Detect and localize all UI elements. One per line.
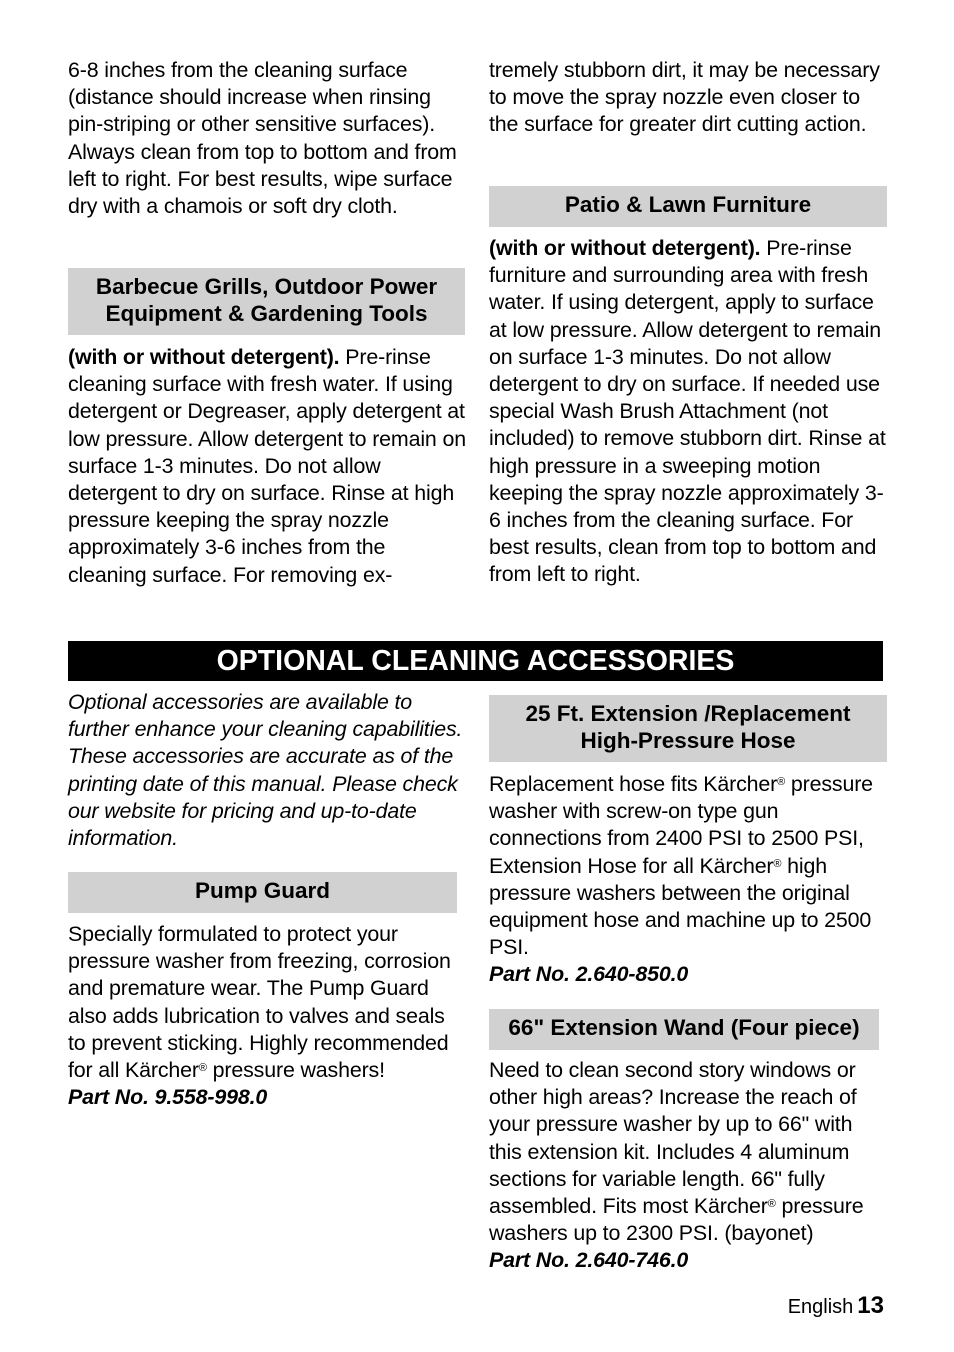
bbq-heading	[68, 268, 465, 335]
intro-paragraph	[68, 689, 466, 852]
pump-guard-paragraph	[68, 921, 466, 1111]
registered-mark: ®	[777, 776, 786, 788]
hose-heading-line1: 25 Ft. Extension /Replacement	[525, 701, 851, 726]
page-number: 13	[857, 1292, 884, 1319]
pump-guard-part-number: Part No. 9.558-998.0	[68, 1085, 268, 1110]
hose-body-b: pressure washer with screw-on type gun connections from 2400 PSI to 2500 PSI, Extension Hose for all Kärcher	[489, 772, 873, 878]
top-left-text: 6-8 inches from the cleaning surface (distance should increase when rinsing pin-striping or other sensitive surfaces). Always clean from top to bottom and from left to right. For best results, wipe surface dry with a chamois or soft dry cloth.	[68, 58, 457, 219]
hose-body-a: Replacement hose fits Kärcher	[489, 772, 778, 796]
hose-part-number: Part No. 2.640-850.0	[489, 962, 689, 987]
patio-heading-text: Patio & Lawn Furniture	[564, 192, 812, 217]
wand-body-a: Need to clean second story windows or other high areas? Increase the reach of your pressure washer by up to 66" with this extension kit. Includes 4 aluminum sections for variable length. 66" fully assembled. Fits most Kärcher	[489, 1058, 857, 1219]
wand-body-b: pressure washers up to 2300 PSI. (bayonet)	[489, 1194, 864, 1246]
wand-part-number: Part No. 2.640-746.0	[489, 1248, 689, 1273]
patio-body: Pre-rinse furniture and surrounding area with fresh water. If using detergent, apply to surface at low pressure. Allow detergent to remain on surface 1-3 minutes. Do not allow detergent to dry on surface. If needed use special Wash Brush Attachment (not included) to remove stubborn dirt. Rinse at high pressure in a sweeping motion keeping the spray nozzle approximately 3-6 inches from the cleaning surface. For best results, clean from top to bottom and from left to right.	[489, 236, 886, 587]
top-right-paragraph	[489, 57, 887, 139]
patio-heading	[489, 186, 887, 227]
patio-lead: (with or without detergent).	[489, 236, 761, 260]
section-title: OPTIONAL CLEANING ACCESSORIES	[68, 641, 883, 681]
page-footer	[788, 1292, 884, 1320]
top-right-text: tremely stubborn dirt, it may be necessary to move the spray nozzle even closer to the surface for greater dirt cutting action.	[489, 58, 880, 137]
hose-paragraph	[489, 771, 887, 989]
registered-mark: ®	[767, 1198, 776, 1211]
pump-guard-heading	[68, 872, 457, 913]
wand-paragraph	[489, 1057, 887, 1275]
wand-heading-text: 66" Extension Wand (Four piece)	[508, 1015, 860, 1040]
hose-heading	[489, 695, 887, 762]
wand-heading	[489, 1009, 879, 1050]
pump-guard-body-a: Specially formulated to protect your pressure washer from freezing, corrosion and premature wear. The Pump Guard also adds lubrication to valves and seals to prevent sticking. Highly recommended for all Kärcher	[68, 922, 451, 1083]
registered-mark: ®	[773, 857, 782, 870]
footer-language: English	[787, 1296, 854, 1318]
bbq-body: Pre-rinse cleaning surface with fresh water. If using detergent or Degreaser, apply detergent at low pressure. Allow detergent to remain on surface 1-3 minutes. Do not allow detergent to dry on surface. Rinse at high pressure keeping the spray nozzle approximately 3-6 inches from the cleaning surface. For removing ex-	[68, 345, 466, 587]
bbq-heading-line2: Equipment & Gardening Tools	[105, 301, 428, 326]
intro-text: Optional accessories are available to further enhance your cleaning capabilities. These accessories are accurate as of the printing date of this manual. Please check our website for pricing and up-to-date information.	[68, 690, 463, 851]
hose-body-c: high pressure washers between the original equipment hose and machine up to 2500 PSI.	[489, 853, 872, 960]
patio-paragraph	[489, 235, 887, 589]
pump-guard-heading-text: Pump Guard	[194, 878, 330, 903]
bbq-paragraph	[68, 344, 466, 589]
registered-mark: ®	[198, 1062, 207, 1075]
bbq-lead: (with or without detergent).	[68, 345, 340, 369]
pump-guard-body-b: pressure washers!	[206, 1058, 385, 1083]
top-left-paragraph	[68, 57, 466, 220]
bbq-heading-line1: Barbecue Grills, Outdoor Power	[95, 274, 438, 299]
hose-heading-line2: High-Pressure Hose	[580, 728, 796, 753]
